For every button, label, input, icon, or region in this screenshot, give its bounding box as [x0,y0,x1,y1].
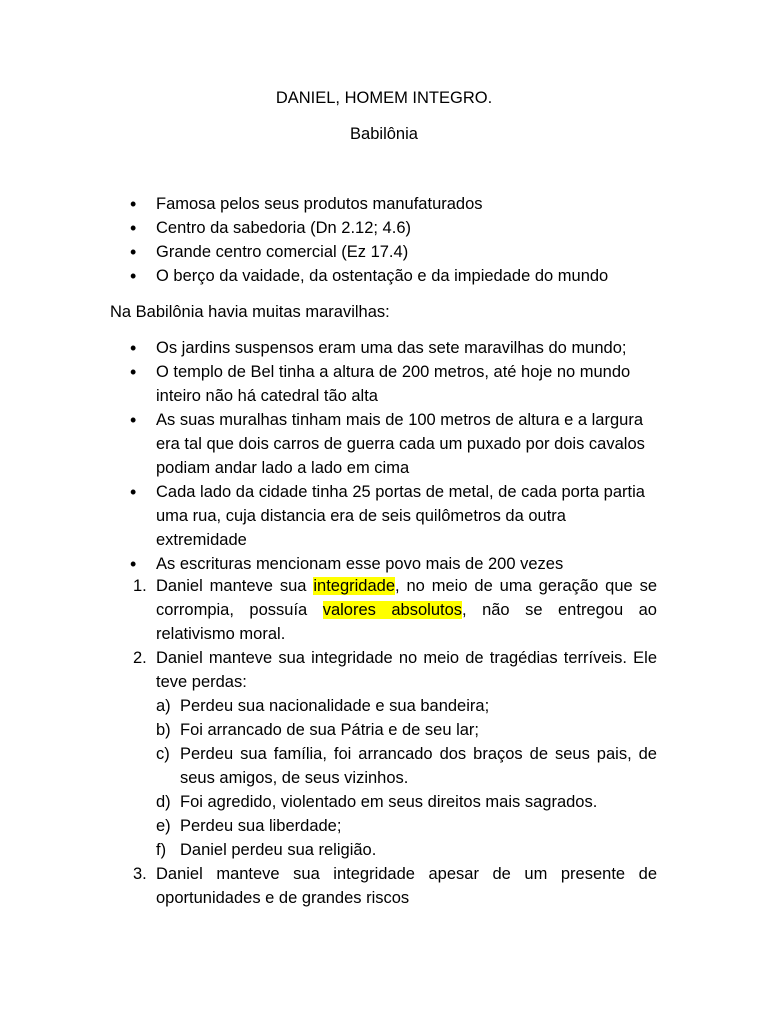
sublist-item [156,718,657,742]
item-text: Daniel manteve sua integridade apesar de um presente de oportunidades e de grandes riscos [156,865,657,907]
list-item [0,552,657,576]
item-text-part: Daniel manteve sua [156,577,314,595]
list-item-text: Os jardins suspensos eram uma das sete maravilhas do mundo; [156,339,627,357]
sublist-item-text: Daniel perdeu sua religião. [180,841,377,859]
list-item [0,336,657,360]
item-letter: d) [156,793,171,811]
bullet-list-wonders [0,336,768,576]
list-item-text: Cada lado da cidade tinha 25 portas de metal, de cada porta partia uma rua, cuja distancia era de seis quilômetros da outra extremidade [156,483,645,549]
list-item-text: Centro da sabedoria (Dn 2.12; 4.6) [156,219,411,237]
bullet-list-babylon [0,192,768,288]
item-number: 2. [133,649,147,667]
bullet-icon: • [130,410,137,430]
item-number: 3. [133,865,147,883]
item-letter: e) [156,817,171,835]
bullet-icon: • [130,482,137,502]
list-item-text: O templo de Bel tinha a altura de 200 metros, até hoje no mundo inteiro não há catedral tão alta [156,363,631,405]
list-item [0,264,657,288]
bullet-icon: • [130,242,137,262]
item-letter: b) [156,721,171,739]
document-subtitle: Babilônia [350,125,418,143]
bullet-icon: • [130,362,137,382]
sublist-item-text: Perdeu sua liberdade; [180,817,342,835]
document-title: DANIEL, HOMEM INTEGRO. [275,89,493,107]
sublist-item-text: Foi agredido, violentado em seus direitos mais sagrados. [180,793,598,811]
list-item-text: Famosa pelos seus produtos manufaturados [156,195,483,213]
list-item-text: Grande centro comercial (Ez 17.4) [156,243,409,261]
sublist-item-text: Foi arrancado de sua Pátria e de seu lar; [180,721,480,739]
list-item [0,360,657,408]
bullet-icon: • [130,554,137,574]
highlighted-text: valores absolutos [322,601,463,619]
sublist-item [156,694,657,718]
item-text-part: , não se entregou ao relativismo moral. [156,601,657,643]
numbered-item-2 [0,646,657,862]
item-letter: f) [156,841,167,859]
list-item [0,192,657,216]
lettered-sublist [156,694,657,862]
item-letter: a) [156,697,171,715]
item-text-part: , no meio de uma geração que se corrompia, possuía [156,577,658,619]
item-text: Daniel manteve sua integridade no meio de tragédias terríveis. Ele teve perdas: [156,649,657,691]
numbered-list [0,574,768,910]
list-item [0,480,657,552]
highlighted-text: integridade [313,577,396,595]
bullet-icon: • [130,194,137,214]
list-item-text: As escrituras mencionam esse povo mais de 200 vezes [156,555,564,573]
list-item-text: As suas muralhas tinham mais de 100 metros de altura e a largura era tal que dois carros de guerra cada um puxado por dois cavalos podiam andar lado a lado em cima [156,411,645,477]
sublist-item [156,814,657,838]
list-item-text: O berço da vaidade, da ostentação e da impiedade do mundo [156,267,609,285]
sublist-item [156,838,657,862]
bullet-icon: • [130,218,137,238]
intro-paragraph: Na Babilônia havia muitas maravilhas: [110,303,390,321]
bullet-icon: • [130,266,137,286]
item-number: 1. [133,577,147,595]
list-item [0,408,657,480]
bullet-icon: • [130,338,137,358]
numbered-item-1 [0,574,657,646]
item-letter: c) [156,745,170,763]
sublist-item-text: Perdeu sua família, foi arrancado dos braços de seus pais, de seus amigos, de seus vizinhos. [180,745,657,787]
sublist-item [156,742,657,790]
sublist-item-text: Perdeu sua nacionalidade e sua bandeira; [180,697,490,715]
list-item [0,240,657,264]
sublist-item [156,790,657,814]
list-item [0,216,657,240]
numbered-item-3 [0,862,657,910]
